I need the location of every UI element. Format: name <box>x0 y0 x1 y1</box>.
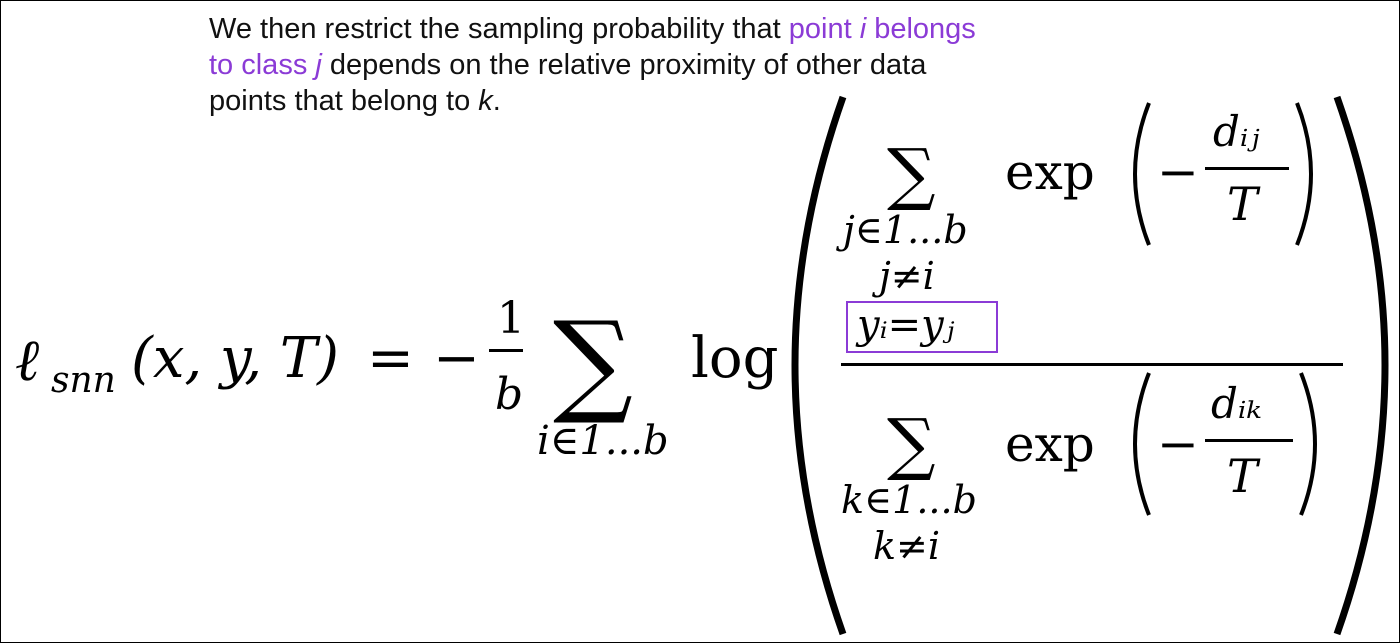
equals-sign: = <box>367 326 414 391</box>
denominator-sum-index-2: k≠i <box>873 524 941 568</box>
numerator-sum-index-2: j≠i <box>879 254 935 298</box>
log-operator: log <box>691 326 779 391</box>
caption-highlight-a: point <box>788 13 860 45</box>
lhs-ell: ℓ <box>15 326 40 394</box>
main-fraction-bar <box>841 363 1343 366</box>
caption-highlight-b: belongs <box>866 13 976 45</box>
caption-highlight-c: to class <box>209 49 316 81</box>
numerator-exp: exp <box>1005 143 1095 201</box>
highlight-box <box>846 301 998 353</box>
numerator-minus: − <box>1157 143 1199 201</box>
denominator-left-paren-icon <box>1115 369 1155 519</box>
denominator-sum-index-1: k∈1...b <box>841 478 977 522</box>
numerator-right-paren-icon <box>1291 99 1331 249</box>
denominator-exp: exp <box>1005 415 1095 473</box>
caption-text <box>209 11 1069 119</box>
caption-var-k: k <box>478 85 493 117</box>
numerator-frac-bar <box>1205 167 1289 170</box>
numerator-sum-index-3: yᵢ=yⱼ <box>857 302 955 348</box>
denominator-frac-bottom: T <box>1227 449 1258 503</box>
denominator-frac-bar <box>1205 439 1293 442</box>
caption-part1: We then restrict the sampling probability that <box>209 13 789 45</box>
fraction-bar <box>489 349 523 352</box>
fraction-numerator: 1 <box>497 293 525 344</box>
numerator-frac-top: dᵢⱼ <box>1213 107 1260 156</box>
caption-period: . <box>492 85 501 117</box>
caption-part2: depends on the relative proximity of other data <box>321 49 927 81</box>
numerator-frac-bottom: T <box>1227 177 1258 231</box>
denominator-right-paren-icon <box>1295 369 1335 519</box>
outer-sum-symbol: ∑ <box>553 298 633 428</box>
denominator-sum-symbol: ∑ <box>887 405 936 484</box>
denominator-minus: − <box>1157 415 1199 473</box>
denominator-frac-top: dᵢₖ <box>1211 379 1262 428</box>
caption-part3: points that belong to <box>209 85 479 117</box>
lhs-subscript: snn <box>51 360 116 401</box>
minus-sign: − <box>433 326 480 391</box>
fraction-denominator: b <box>495 369 524 420</box>
caption-highlight-var-j: j <box>315 49 322 81</box>
numerator-left-paren-icon <box>1115 99 1155 249</box>
numerator-sum-symbol: ∑ <box>887 135 936 214</box>
caption-highlight-var-i: i <box>859 13 867 45</box>
numerator-sum-index-1: j∈1...b <box>843 208 968 252</box>
outer-sum-index: i∈1...b <box>537 418 669 464</box>
lhs-arguments: (x, y, T) <box>131 326 340 391</box>
